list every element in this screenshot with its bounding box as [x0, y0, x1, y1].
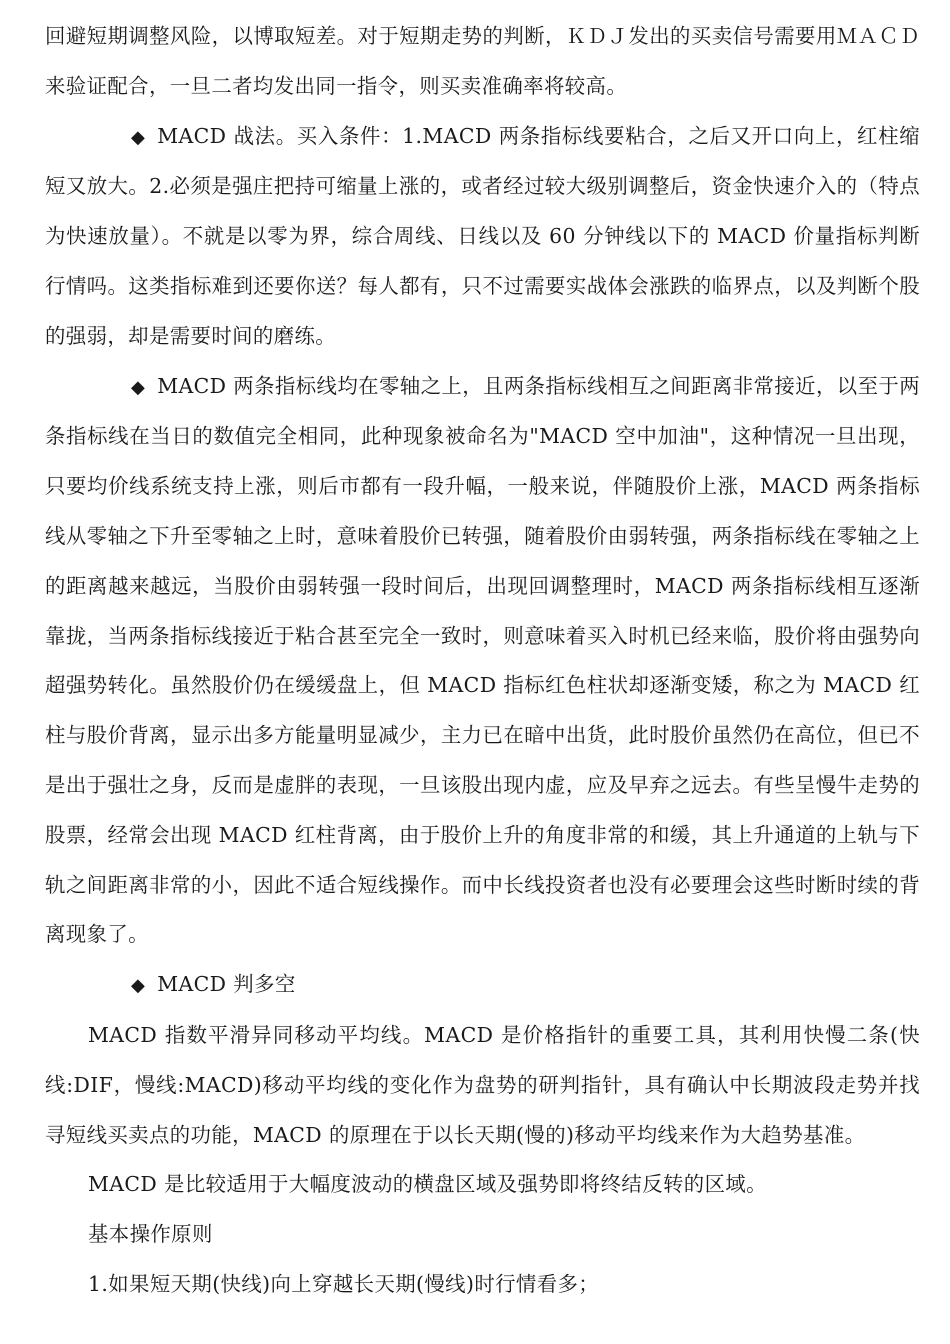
paragraph-macd-definition: MACD 指数平滑异同移动平均线。MACD 是价格指针的重要工具，其利用快慢二条(快线:DIF，慢线:MACD)移动平均线的变化作为盘势的研判指针，具有确认中长期波段走势并找寻短线买卖点的功能，MACD 的原理在于以长天期(慢的)移动平均线来作为大趋势基准。: [45, 1022, 920, 1147]
paragraph-kdj-macd-verification: 回避短期调整风险，以博取短差。对于短期走势的判断，ＫＤＪ发出的买卖信号需要用ＭＡＣＤ来验证配合，一旦二者均发出同一指令，则买卖准确率将较高。: [45, 24, 920, 98]
section-heading-macd-bull-bear: ◆ MACD 判多空: [45, 960, 920, 1011]
paragraph-macd-tactics: ◆ MACD 战法。买入条件：1.MACD 两条指标线要粘合，之后又开口向上，红柱缩短又放大。2.必须是强庄把持可缩量上涨的，或者经过较大级别调整后，资金快速介入的（特点为快速放量）。不就是以零为界，综合周线、日线以及 60 分钟线以下的 MACD 价量指标判断行情吗。这类指标难到还要你送？每人都有，只不过需要实战体会涨跌的临界点，以及判断个股的强弱，却是需要时间的磨练。: [45, 112, 920, 362]
heading-basic-principles: 基本操作原则: [88, 1222, 213, 1247]
principle-item-1: 1.如果短天期(快线)向上穿越长天期(慢线)时行情看多；: [88, 1271, 600, 1296]
paragraph-macd-air-refuel: ◆ MACD 两条指标线均在零轴之上，且两条指标线相互之间距离非常接近，以至于两条指标线在当日的数值完全相同，此种现象被命名为"MACD 空中加油"，这种情况一旦出现，只要均价线系统支持上涨，则后市都有一段升幅，一般来说，伴随股价上涨，MACD 两条指标线从零轴之下升至零轴之上时，意味着股价已转强，随着股价由弱转强，两条指标线在零轴之上的距离越来越远，当股价由弱转强一段时间后，出现回调整理时，MACD 两条指标线相互逐渐靠拢，当两条指标线接近于粘合甚至完全一致时，则意味着买入时机已经来临，股价将由强势向超强势转化。虽然股价仍在缓缓盘上，但 MACD 指标红色柱状却逐渐变矮，称之为 MACD 红柱与股价背离，显示出多方能量明显减少，主力已在暗中出货，此时股价虽然仍在高位，但已不是出于强壮之身，反而是虚胖的表现，一旦该股出现内虚，应及早弃之远去。有些呈慢牛走势的股票，经常会出现 MACD 红柱背离，由于股价上升的角度非常的和缓，其上升通道的上轨与下轨之间距离非常的小，因此不适合短线操作。而中长线投资者也没有必要理会这些时断时续的背离现象了。: [45, 362, 920, 961]
paragraph-macd-applicability: MACD 是比较适用于大幅度波动的横盘区域及强势即将终结反转的区域。: [88, 1172, 767, 1197]
